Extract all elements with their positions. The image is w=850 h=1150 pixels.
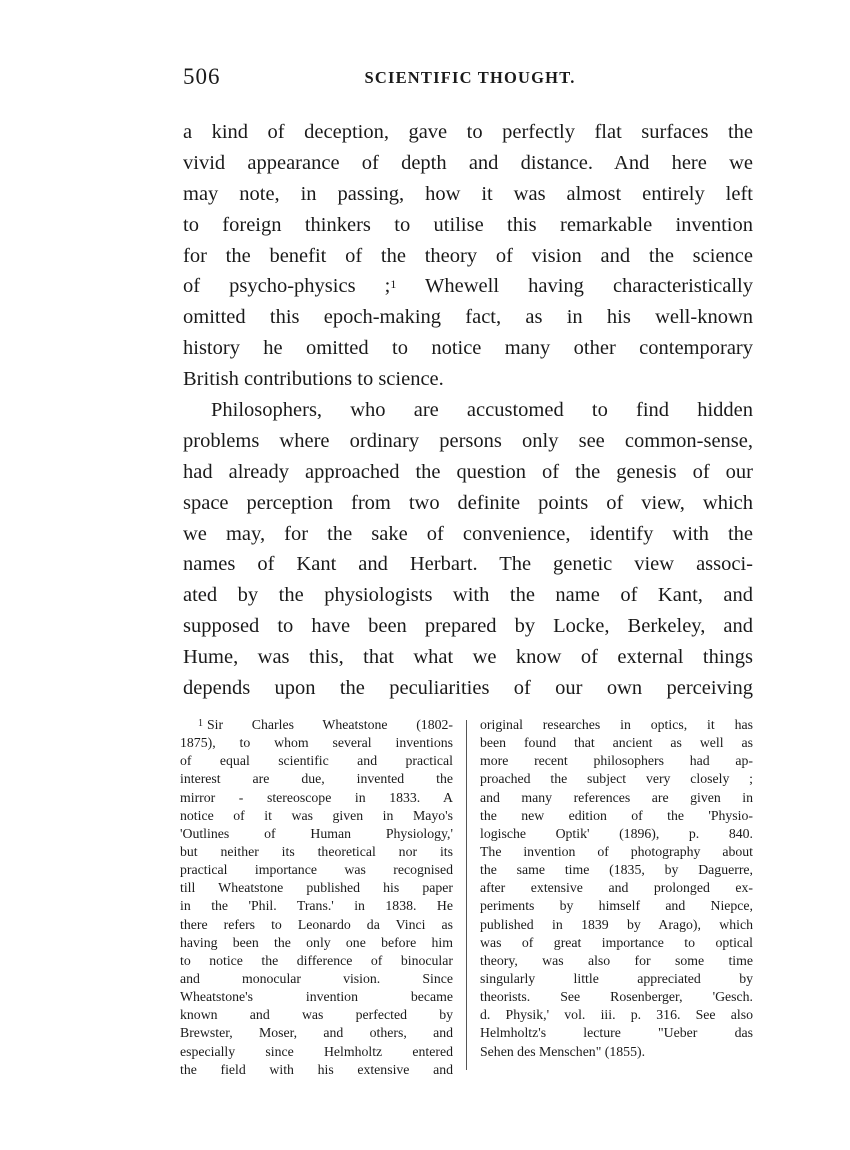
text-line: history he omitted to notice many other contemporary: [183, 337, 753, 360]
text-line: omitted this epoch-making fact, as in his well-known: [183, 306, 753, 329]
footnote-line: Wheatstone's invention became: [180, 989, 453, 1005]
text-line: may note, in passing, how it was almost entirely left: [183, 182, 753, 205]
footnote-line: till Wheatstone published his paper: [180, 880, 453, 896]
footnote-line: theory, was also for some time: [480, 952, 753, 968]
footnote-line: Brewster, Moser, and others, and: [180, 1025, 453, 1041]
footnote-column-right: [480, 716, 753, 1061]
footnote-column-divider: [466, 720, 467, 1070]
text-line: depends upon the peculiarities of our own perceiving: [183, 677, 753, 700]
text-line-rest: Whewell having characteristically: [396, 275, 753, 298]
footnote-line: but neither its theoretical nor its: [180, 843, 453, 859]
footnote-line: the new edition of the 'Physio-: [480, 807, 753, 823]
footnote-line: the field with his extensive and: [180, 1061, 453, 1077]
text-line-start: of psycho-physics ;: [183, 275, 391, 298]
footnote-line: d. Physik,' vol. iii. p. 316. See also: [480, 1007, 753, 1023]
text-line: to foreign thinkers to utilise this remarkable invention: [183, 213, 753, 236]
text-line: vivid appearance of depth and distance. And here we: [183, 151, 753, 174]
text-line: Philosophers, who are accustomed to find hidden: [211, 399, 753, 422]
text-line: we may, for the sake of convenience, identify with the: [183, 522, 753, 545]
text-line: space perception from two definite points of view, which: [183, 491, 753, 514]
footnote-line: theorists. See Rosenberger, 'Gesch.: [480, 989, 753, 1005]
text-line: had already approached the question of the genesis of our: [183, 460, 753, 483]
text-line: supposed to have been prepared by Locke, Berkeley, and: [183, 615, 753, 638]
text-line: a kind of deception, gave to perfectly flat surfaces the: [183, 121, 753, 143]
footnote-line: the same time (1835, by Daguerre,: [480, 862, 753, 878]
footnote-line: published in 1839 by Arago), which: [480, 916, 753, 932]
running-title: SCIENTIFIC THOUGHT.: [364, 68, 576, 87]
footnote-line: in the 'Phil. Trans.' in 1838. He: [180, 898, 453, 914]
footnote-line: 'Outlines of Human Physiology,': [180, 825, 453, 841]
text-line: British contributions to science.: [183, 368, 444, 391]
footnote-line: periments by himself and Niepce,: [480, 898, 753, 914]
footnote-block: [180, 716, 754, 1076]
footnote-line: was of great importance to optical: [480, 934, 753, 950]
footnote-line: to notice the difference of binocular: [180, 952, 453, 968]
footnote-line: proached the subject very closely ;: [480, 771, 753, 787]
page-number: 506: [183, 64, 221, 89]
footnote-line: there refers to Leonardo da Vinci as: [180, 916, 453, 932]
paragraph-2: [183, 395, 753, 704]
footnote-marker: 1: [198, 718, 203, 729]
page-header: [183, 64, 753, 98]
footnote-line: been found that ancient as well as: [480, 735, 753, 751]
footnote-line: more recent philosophers had ap-: [480, 753, 753, 769]
footnote-line: logische Optik' (1896), p. 840.: [480, 825, 753, 841]
footnote-line: especially since Helmholtz entered: [180, 1043, 453, 1059]
footnote-line: practical importance was recognised: [180, 862, 453, 878]
footnote-line: after extensive and prolonged ex-: [480, 880, 753, 896]
text-line: problems where ordinary persons only see common-sense,: [183, 429, 753, 452]
footnote-line: and monocular vision. Since: [180, 970, 453, 986]
footnote-line: $^1$ Sir Charles Wheatstone (1802-: [198, 717, 453, 732]
paragraph-1: [183, 117, 753, 395]
footnote-line: The invention of photography about: [480, 843, 753, 859]
footnote-line: Helmholtz's lecture "Ueber das: [480, 1025, 753, 1041]
footnote-line: 1875), to whom several inventions: [180, 735, 453, 751]
text-line: names of Kant and Herbart. The genetic view associ-: [183, 553, 753, 576]
body-text: [183, 117, 753, 704]
footnote-reference: 1: [390, 277, 397, 292]
footnote-line: singularly little appreciated by: [480, 970, 753, 986]
footnote-line: known and was perfected by: [180, 1007, 453, 1023]
footnote-line: having been the only one before him: [180, 934, 453, 950]
footnote-line: Sehen des Menschen" (1855).: [480, 1043, 646, 1059]
text-line-with-footnote-ref: [183, 271, 753, 302]
footnote-line: original researches in optics, it has: [480, 717, 753, 732]
text-line: Hume, was this, that what we know of external things: [183, 646, 753, 669]
footnote-line: and many references are given in: [480, 789, 753, 805]
text-line: for the benefit of the theory of vision and the science: [183, 244, 753, 267]
footnote-line: notice of it was given in Mayo's: [180, 807, 453, 823]
text-line: ated by the physiologists with the name of Kant, and: [183, 584, 753, 607]
footnote-line: of equal scientific and practical: [180, 753, 453, 769]
footnote-line: mirror - stereoscope in 1833. A: [180, 789, 453, 805]
footnote-line: interest are due, invented the: [180, 771, 453, 787]
footnote-column-left: [180, 716, 453, 1079]
